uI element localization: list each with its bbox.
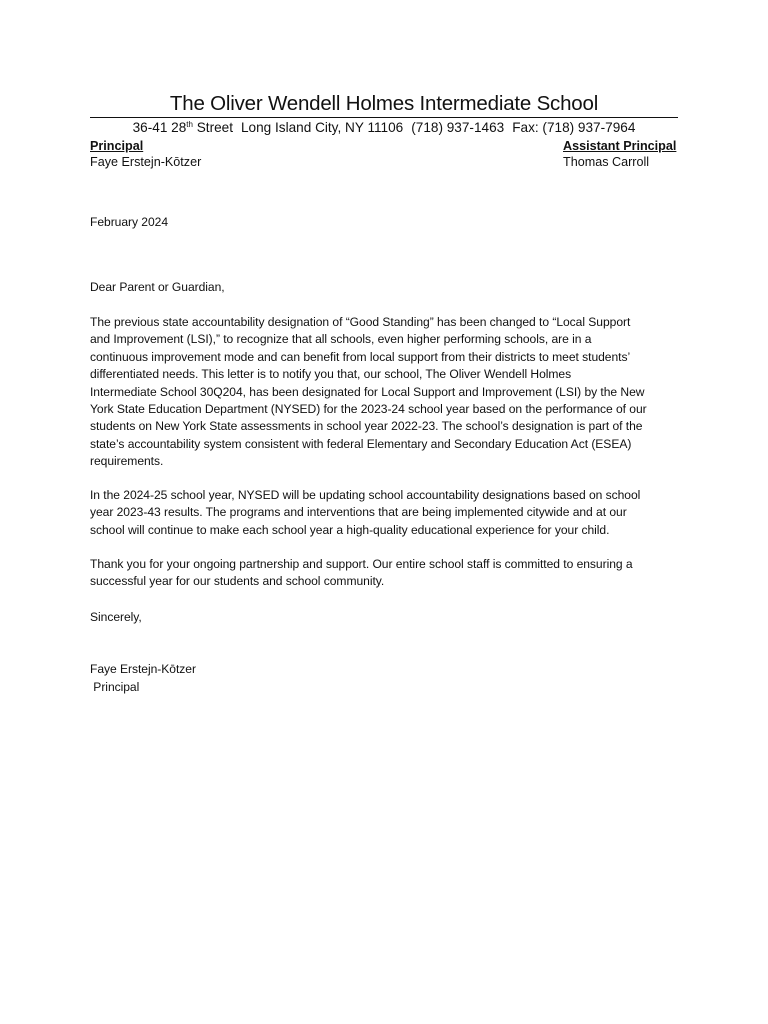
paragraph-line: The previous state accountability designation of “Good Standing” has been changed to “Local Support <box>90 315 631 329</box>
paragraph-line: In the 2024-25 school year, NYSED will be updating school accountability designations based on school <box>90 488 641 502</box>
paragraph-line: Thank you for your ongoing partnership and support. Our entire school staff is committed to ensuring a <box>90 557 633 571</box>
fax-number: Fax: (718) 937-7964 <box>512 120 636 135</box>
street-name: Street <box>192 120 233 135</box>
letter-closing: Sincerely, <box>90 610 142 624</box>
paragraph-line: and Improvement (LSI),” to recognize that all schools, even higher performing schools, are in a <box>90 332 592 347</box>
letter-paragraph-1 <box>90 314 678 471</box>
paragraph-line: successful year for our students and school community. <box>90 574 385 589</box>
school-name: The Oliver Wendell Holmes Intermediate School <box>169 92 599 115</box>
paragraph-line: year 2023-43 results. The programs and interventions that are being implemented citywide and at our <box>90 505 627 520</box>
principal-name: Faye Erstejn-Kōtzer <box>90 155 202 169</box>
paragraph-line: continuous improvement mode and can benefit from local support from their districts to meet students’ <box>90 349 631 364</box>
letter-paragraph-2 <box>90 487 678 539</box>
paragraph-line: students on New York State assessments in school year 2022-23. The school’s designation is part of the <box>90 419 643 434</box>
letterhead-divider <box>90 117 678 118</box>
street-suffix: th <box>186 120 193 129</box>
street-number: 36-41 28 <box>132 120 187 135</box>
signature-title: Principal <box>90 680 140 694</box>
paragraph-line: York State Education Department (NYSED) for the 2023-24 school year based on the performance of our <box>90 402 647 417</box>
assistant-principal-name: Thomas Carroll <box>563 155 650 169</box>
phone-number: (718) 937-1463 <box>411 120 505 135</box>
paragraph-line: requirements. <box>90 454 164 469</box>
letter-date: February 2024 <box>90 215 169 229</box>
signature-name: Faye Erstejn-Kōtzer <box>90 662 196 676</box>
assistant-principal-label: Assistant Principal <box>563 139 677 153</box>
paragraph-line: differentiated needs. This letter is to notify you that, our school, The Oliver Wendell Holmes <box>90 367 572 382</box>
letter-salutation: Dear Parent or Guardian, <box>90 280 225 294</box>
letter-paragraph-3 <box>90 556 678 591</box>
school-address-line <box>90 120 678 135</box>
principal-label: Principal <box>90 139 144 153</box>
paragraph-line: state’s accountability system consistent with federal Elementary and Secondary Education Act (ESEA) <box>90 436 632 451</box>
paragraph-line: Intermediate School 30Q204, has been designated for Local Support and Improvement (LSI) by the New <box>90 384 645 399</box>
city-state-zip: Long Island City, NY 11106 <box>241 120 404 135</box>
paragraph-line: school will continue to make each school year a high-quality educational experience for your child. <box>90 522 610 537</box>
